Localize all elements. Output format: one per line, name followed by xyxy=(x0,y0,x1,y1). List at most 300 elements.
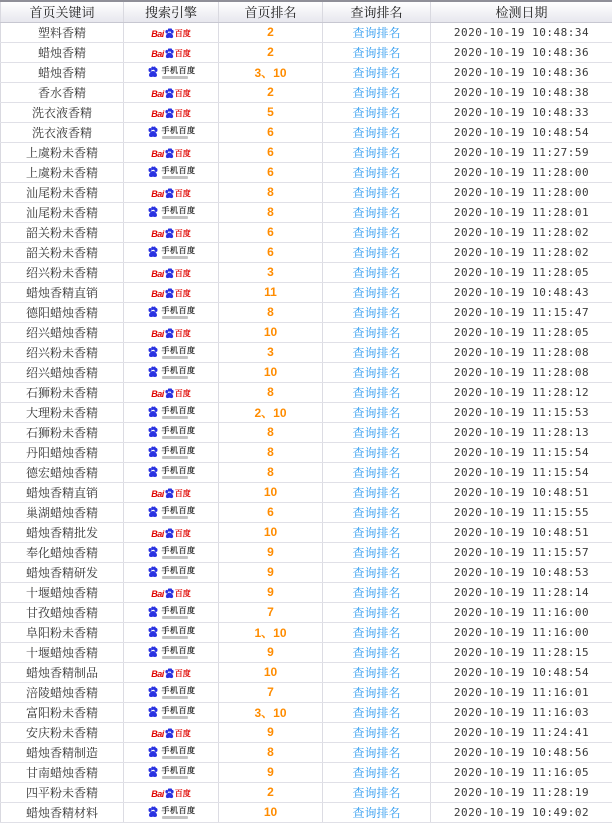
home-rank-cell: 10 xyxy=(219,362,323,382)
mobile-logo-label: 手机百度 xyxy=(162,407,196,415)
query-rank-link[interactable]: 查询排名 xyxy=(352,566,400,580)
mobile-logo-text-stack xyxy=(162,567,196,579)
keyword-cell: 阜阳粉未香精 xyxy=(1,622,124,642)
keyword-cell: 十堰蜡烛香精 xyxy=(1,642,124,662)
keyword-cell: 甘南蜡烛香精 xyxy=(1,762,124,782)
query-rank-cell xyxy=(323,422,431,442)
home-rank-cell: 6 xyxy=(219,502,323,522)
table-row xyxy=(1,62,612,82)
query-rank-cell xyxy=(323,542,431,562)
query-rank-link[interactable]: 查询排名 xyxy=(352,626,400,640)
baidu-logo-text: Bai xyxy=(151,150,164,159)
query-rank-link[interactable]: 查询排名 xyxy=(352,766,400,780)
query-rank-cell xyxy=(323,742,431,762)
query-rank-link[interactable]: 查询排名 xyxy=(352,326,400,340)
mobile-baidu-logo xyxy=(147,626,196,640)
home-rank-cell: 7 xyxy=(219,602,323,622)
engine-cell xyxy=(124,122,219,142)
keyword-cell: 蜡烛香精制造 xyxy=(1,742,124,762)
baidu-logo-cn: 百度 xyxy=(175,110,191,118)
engine-cell xyxy=(124,82,219,102)
query-rank-link[interactable]: 查询排名 xyxy=(352,646,400,660)
mobile-logo-subtext xyxy=(162,656,188,659)
engine-cell xyxy=(124,802,219,822)
keyword-cell: 香水香精 xyxy=(1,82,124,102)
mobile-logo-label: 手机百度 xyxy=(162,167,196,175)
mobile-logo-label: 手机百度 xyxy=(162,707,196,715)
mobile-logo-subtext xyxy=(162,76,188,79)
query-rank-cell xyxy=(323,622,431,642)
query-rank-link[interactable]: 查询排名 xyxy=(352,726,400,740)
check-date-cell: 2020-10-19 10:48:38 xyxy=(431,82,612,102)
baidu-logo-cn: 百度 xyxy=(175,790,191,798)
mobile-baidu-logo xyxy=(147,566,196,580)
keyword-cell: 富阳粉未香精 xyxy=(1,702,124,722)
table-row xyxy=(1,742,612,762)
keyword-cell: 绍兴蜡烛香精 xyxy=(1,322,124,342)
query-rank-link[interactable]: 查询排名 xyxy=(352,786,400,800)
query-rank-cell xyxy=(323,522,431,542)
query-rank-link[interactable]: 查询排名 xyxy=(352,266,400,280)
home-rank-cell: 3、10 xyxy=(219,702,323,722)
mobile-paw-icon xyxy=(147,406,159,420)
home-rank-cell: 5 xyxy=(219,102,323,122)
query-rank-cell xyxy=(323,62,431,82)
baidu-logo xyxy=(151,48,191,61)
mobile-logo-label: 手机百度 xyxy=(162,607,196,615)
mobile-baidu-logo xyxy=(147,686,196,700)
engine-cell xyxy=(124,242,219,262)
baidu-logo-text: Bai xyxy=(151,330,164,339)
mobile-baidu-logo xyxy=(147,406,196,420)
home-rank-cell: 8 xyxy=(219,202,323,222)
engine-cell xyxy=(124,62,219,82)
home-rank-cell: 6 xyxy=(219,122,323,142)
mobile-logo-text-stack xyxy=(162,687,196,699)
home-rank-cell: 2 xyxy=(219,22,323,42)
query-rank-link[interactable]: 查询排名 xyxy=(352,466,400,480)
table-row xyxy=(1,182,612,202)
table-row xyxy=(1,422,612,442)
mobile-baidu-logo xyxy=(147,466,196,480)
mobile-logo-subtext xyxy=(162,556,188,559)
query-rank-link[interactable]: 查询排名 xyxy=(352,346,400,360)
baidu-logo-cn: 百度 xyxy=(175,330,191,338)
header-check-date: 检测日期 xyxy=(431,1,612,22)
check-date-cell: 2020-10-19 10:48:43 xyxy=(431,282,612,302)
table-row xyxy=(1,502,612,522)
table-row xyxy=(1,142,612,162)
query-rank-link[interactable]: 查询排名 xyxy=(352,606,400,620)
query-rank-link[interactable]: 查询排名 xyxy=(352,386,400,400)
keyword-cell: 蜡烛香精 xyxy=(1,62,124,82)
table-row xyxy=(1,702,612,722)
engine-cell xyxy=(124,202,219,222)
baidu-logo-cn: 百度 xyxy=(175,50,191,58)
mobile-logo-subtext xyxy=(162,256,188,259)
baidu-logo xyxy=(151,668,191,681)
engine-cell xyxy=(124,702,219,722)
mobile-paw-icon xyxy=(147,126,159,140)
query-rank-cell xyxy=(323,122,431,142)
query-rank-link[interactable]: 查询排名 xyxy=(352,526,400,540)
mobile-logo-text-stack xyxy=(162,627,196,639)
baidu-logo xyxy=(151,228,191,241)
engine-cell xyxy=(124,322,219,342)
baidu-logo-cn: 百度 xyxy=(175,30,191,38)
table-row xyxy=(1,762,612,782)
query-rank-cell xyxy=(323,82,431,102)
mobile-logo-subtext xyxy=(162,376,188,379)
mobile-logo-text-stack xyxy=(162,207,196,219)
keyword-cell: 石狮粉未香精 xyxy=(1,382,124,402)
baidu-logo-cn: 百度 xyxy=(175,530,191,538)
check-date-cell: 2020-10-19 11:28:02 xyxy=(431,242,612,262)
mobile-logo-text-stack xyxy=(162,767,196,779)
baidu-logo-text: Bai xyxy=(151,490,164,499)
mobile-paw-icon xyxy=(147,806,159,820)
table-row xyxy=(1,302,612,322)
engine-cell xyxy=(124,542,219,562)
query-rank-link[interactable]: 查询排名 xyxy=(352,306,400,320)
home-rank-cell: 9 xyxy=(219,582,323,602)
home-rank-cell: 1、10 xyxy=(219,622,323,642)
keyword-cell: 蜡烛香精制品 xyxy=(1,662,124,682)
mobile-baidu-logo xyxy=(147,166,196,180)
query-rank-link[interactable]: 查询排名 xyxy=(352,186,400,200)
query-rank-link[interactable]: 查询排名 xyxy=(352,126,400,140)
query-rank-cell xyxy=(323,282,431,302)
query-rank-link[interactable]: 查询排名 xyxy=(352,66,400,80)
table-row xyxy=(1,522,612,542)
mobile-logo-subtext xyxy=(162,576,188,579)
baidu-logo-text: Bai xyxy=(151,290,164,299)
engine-cell xyxy=(124,762,219,782)
query-rank-cell xyxy=(323,162,431,182)
mobile-logo-label: 手机百度 xyxy=(162,567,196,575)
table-row xyxy=(1,222,612,242)
baidu-logo-cn: 百度 xyxy=(175,670,191,678)
baidu-logo xyxy=(151,488,191,501)
home-rank-cell: 2 xyxy=(219,42,323,62)
baidu-paw-icon xyxy=(164,388,175,401)
keyword-cell: 甘孜蜡烛香精 xyxy=(1,602,124,622)
home-rank-cell: 6 xyxy=(219,142,323,162)
home-rank-cell: 9 xyxy=(219,562,323,582)
mobile-logo-text-stack xyxy=(162,167,196,179)
mobile-paw-icon xyxy=(147,546,159,560)
baidu-logo-text: Bai xyxy=(151,590,164,599)
mobile-logo-label: 手机百度 xyxy=(162,367,196,375)
mobile-baidu-logo xyxy=(147,66,196,80)
mobile-logo-label: 手机百度 xyxy=(162,687,196,695)
query-rank-cell xyxy=(323,202,431,222)
baidu-logo-text: Bai xyxy=(151,530,164,539)
mobile-paw-icon xyxy=(147,66,159,80)
mobile-logo-label: 手机百度 xyxy=(162,67,196,75)
query-rank-cell xyxy=(323,342,431,362)
query-rank-cell xyxy=(323,722,431,742)
mobile-logo-label: 手机百度 xyxy=(162,807,196,815)
table-row xyxy=(1,542,612,562)
baidu-logo xyxy=(151,388,191,401)
mobile-paw-icon xyxy=(147,246,159,260)
header-engine: 搜索引擎 xyxy=(124,1,219,22)
keyword-cell: 蜡烛香精材料 xyxy=(1,802,124,822)
check-date-cell: 2020-10-19 11:28:02 xyxy=(431,222,612,242)
keyword-cell: 上虞粉未香精 xyxy=(1,162,124,182)
query-rank-cell xyxy=(323,782,431,802)
home-rank-cell: 8 xyxy=(219,382,323,402)
check-date-cell: 2020-10-19 11:15:53 xyxy=(431,402,612,422)
mobile-baidu-logo xyxy=(147,346,196,360)
keyword-cell: 洗衣液香精 xyxy=(1,122,124,142)
query-rank-link[interactable]: 查询排名 xyxy=(352,446,400,460)
mobile-logo-text-stack xyxy=(162,127,196,139)
mobile-paw-icon xyxy=(147,626,159,640)
keyword-cell: 韶关粉未香精 xyxy=(1,222,124,242)
keyword-cell: 石狮粉未香精 xyxy=(1,422,124,442)
engine-cell xyxy=(124,342,219,362)
mobile-logo-subtext xyxy=(162,456,188,459)
query-rank-cell xyxy=(323,142,431,162)
query-rank-link[interactable]: 查询排名 xyxy=(352,686,400,700)
check-date-cell: 2020-10-19 11:28:12 xyxy=(431,382,612,402)
baidu-logo xyxy=(151,268,191,281)
check-date-cell: 2020-10-19 11:28:00 xyxy=(431,182,612,202)
header-query-rank: 查询排名 xyxy=(323,1,431,22)
keyword-cell: 蜡烛香精直销 xyxy=(1,482,124,502)
mobile-logo-label: 手机百度 xyxy=(162,307,196,315)
mobile-logo-subtext xyxy=(162,416,188,419)
check-date-cell: 2020-10-19 10:48:51 xyxy=(431,522,612,542)
baidu-paw-icon xyxy=(164,28,175,41)
home-rank-cell: 8 xyxy=(219,422,323,442)
query-rank-link[interactable]: 查询排名 xyxy=(352,286,400,300)
baidu-logo-text: Bai xyxy=(151,230,164,239)
query-rank-link[interactable]: 查询排名 xyxy=(352,486,400,500)
query-rank-link[interactable]: 查询排名 xyxy=(352,26,400,40)
query-rank-cell xyxy=(323,302,431,322)
table-row xyxy=(1,82,612,102)
query-rank-link[interactable]: 查询排名 xyxy=(352,86,400,100)
engine-cell xyxy=(124,362,219,382)
mobile-logo-text-stack xyxy=(162,307,196,319)
engine-cell xyxy=(124,302,219,322)
mobile-logo-label: 手机百度 xyxy=(162,447,196,455)
table-row xyxy=(1,202,612,222)
query-rank-link[interactable]: 查询排名 xyxy=(352,226,400,240)
home-rank-cell: 2、10 xyxy=(219,402,323,422)
engine-cell xyxy=(124,282,219,302)
keyword-cell: 德宏蜡烛香精 xyxy=(1,462,124,482)
query-rank-cell xyxy=(323,262,431,282)
check-date-cell: 2020-10-19 10:48:54 xyxy=(431,122,612,142)
mobile-paw-icon xyxy=(147,686,159,700)
baidu-logo-cn: 百度 xyxy=(175,390,191,398)
check-date-cell: 2020-10-19 10:48:56 xyxy=(431,742,612,762)
table-row xyxy=(1,342,612,362)
engine-cell xyxy=(124,22,219,42)
home-rank-cell: 9 xyxy=(219,762,323,782)
query-rank-cell xyxy=(323,642,431,662)
home-rank-cell: 8 xyxy=(219,462,323,482)
home-rank-cell: 8 xyxy=(219,742,323,762)
query-rank-link[interactable]: 查询排名 xyxy=(352,166,400,180)
baidu-logo-cn: 百度 xyxy=(175,490,191,498)
check-date-cell: 2020-10-19 10:48:36 xyxy=(431,62,612,82)
table-row xyxy=(1,782,612,802)
query-rank-cell xyxy=(323,502,431,522)
engine-cell xyxy=(124,222,219,242)
baidu-logo xyxy=(151,288,191,301)
check-date-cell: 2020-10-19 11:16:05 xyxy=(431,762,612,782)
mobile-baidu-logo xyxy=(147,546,196,560)
engine-cell xyxy=(124,402,219,422)
keyword-cell: 蜡烛香精批发 xyxy=(1,522,124,542)
query-rank-link[interactable]: 查询排名 xyxy=(352,246,400,260)
query-rank-link[interactable]: 查询排名 xyxy=(352,106,400,120)
query-rank-link[interactable]: 查询排名 xyxy=(352,146,400,160)
mobile-logo-text-stack xyxy=(162,507,196,519)
baidu-logo-text: Bai xyxy=(151,270,164,279)
table-row xyxy=(1,682,612,702)
home-rank-cell: 3、10 xyxy=(219,62,323,82)
query-rank-link[interactable]: 查询排名 xyxy=(352,506,400,520)
query-rank-cell xyxy=(323,582,431,602)
mobile-logo-subtext xyxy=(162,776,188,779)
check-date-cell: 2020-10-19 11:15:54 xyxy=(431,442,612,462)
query-rank-link[interactable]: 查询排名 xyxy=(352,746,400,760)
home-rank-cell: 6 xyxy=(219,222,323,242)
mobile-logo-subtext xyxy=(162,136,188,139)
engine-cell xyxy=(124,562,219,582)
home-rank-cell: 9 xyxy=(219,722,323,742)
header-home-rank: 首页排名 xyxy=(219,1,323,22)
mobile-paw-icon xyxy=(147,766,159,780)
query-rank-link[interactable]: 查询排名 xyxy=(352,46,400,60)
header-keyword: 首页关键词 xyxy=(1,1,124,22)
table-row xyxy=(1,402,612,422)
query-rank-link[interactable]: 查询排名 xyxy=(352,806,400,820)
baidu-paw-icon xyxy=(164,328,175,341)
query-rank-link[interactable]: 查询排名 xyxy=(352,666,400,680)
table-row xyxy=(1,642,612,662)
query-rank-link[interactable]: 查询排名 xyxy=(352,546,400,560)
mobile-paw-icon xyxy=(147,706,159,720)
baidu-paw-icon xyxy=(164,588,175,601)
mobile-logo-label: 手机百度 xyxy=(162,467,196,475)
query-rank-link[interactable]: 查询排名 xyxy=(352,206,400,220)
home-rank-cell: 9 xyxy=(219,542,323,562)
table-row xyxy=(1,802,612,822)
baidu-logo-text: Bai xyxy=(151,90,164,99)
mobile-logo-subtext xyxy=(162,436,188,439)
keyword-cell: 奉化蜡烛香精 xyxy=(1,542,124,562)
mobile-baidu-logo xyxy=(147,506,196,520)
baidu-logo xyxy=(151,188,191,201)
baidu-paw-icon xyxy=(164,528,175,541)
query-rank-link[interactable]: 查询排名 xyxy=(352,586,400,600)
keyword-cell: 洗衣液香精 xyxy=(1,102,124,122)
baidu-paw-icon xyxy=(164,48,175,61)
home-rank-cell: 3 xyxy=(219,342,323,362)
baidu-paw-icon xyxy=(164,288,175,301)
check-date-cell: 2020-10-19 10:48:51 xyxy=(431,482,612,502)
check-date-cell: 2020-10-19 10:48:36 xyxy=(431,42,612,62)
table-row xyxy=(1,622,612,642)
query-rank-link[interactable]: 查询排名 xyxy=(352,706,400,720)
mobile-logo-subtext xyxy=(162,696,188,699)
baidu-logo-cn: 百度 xyxy=(175,290,191,298)
engine-cell xyxy=(124,622,219,642)
home-rank-cell: 7 xyxy=(219,682,323,702)
baidu-paw-icon xyxy=(164,88,175,101)
check-date-cell: 2020-10-19 10:48:34 xyxy=(431,22,612,42)
baidu-logo-text: Bai xyxy=(151,30,164,39)
check-date-cell: 2020-10-19 11:15:55 xyxy=(431,502,612,522)
home-rank-cell: 10 xyxy=(219,522,323,542)
baidu-logo-cn: 百度 xyxy=(175,270,191,278)
home-rank-cell: 10 xyxy=(219,482,323,502)
query-rank-link[interactable]: 查询排名 xyxy=(352,366,400,380)
baidu-paw-icon xyxy=(164,728,175,741)
table-row xyxy=(1,262,612,282)
mobile-paw-icon xyxy=(147,306,159,320)
keyword-cell: 上虞粉未香精 xyxy=(1,142,124,162)
engine-cell xyxy=(124,102,219,122)
check-date-cell: 2020-10-19 11:28:05 xyxy=(431,322,612,342)
mobile-logo-subtext xyxy=(162,516,188,519)
query-rank-cell xyxy=(323,602,431,622)
keyword-cell: 大理粉未香精 xyxy=(1,402,124,422)
table-row xyxy=(1,362,612,382)
query-rank-link[interactable]: 查询排名 xyxy=(352,426,400,440)
mobile-paw-icon xyxy=(147,566,159,580)
baidu-paw-icon xyxy=(164,148,175,161)
mobile-logo-text-stack xyxy=(162,547,196,559)
query-rank-cell xyxy=(323,22,431,42)
mobile-baidu-logo xyxy=(147,306,196,320)
home-rank-cell: 2 xyxy=(219,782,323,802)
home-rank-cell: 8 xyxy=(219,182,323,202)
query-rank-link[interactable]: 查询排名 xyxy=(352,406,400,420)
engine-cell xyxy=(124,662,219,682)
mobile-logo-subtext xyxy=(162,356,188,359)
table-row xyxy=(1,462,612,482)
keyword-cell: 巢湖蜡烛香精 xyxy=(1,502,124,522)
query-rank-cell xyxy=(323,402,431,422)
mobile-baidu-logo xyxy=(147,366,196,380)
check-date-cell: 2020-10-19 11:15:54 xyxy=(431,462,612,482)
mobile-logo-text-stack xyxy=(162,707,196,719)
engine-cell xyxy=(124,182,219,202)
mobile-paw-icon xyxy=(147,206,159,220)
engine-cell xyxy=(124,382,219,402)
keyword-cell: 十堰蜡烛香精 xyxy=(1,582,124,602)
home-rank-cell: 11 xyxy=(219,282,323,302)
baidu-logo-text: Bai xyxy=(151,390,164,399)
check-date-cell: 2020-10-19 11:16:00 xyxy=(431,602,612,622)
baidu-logo-text: Bai xyxy=(151,190,164,199)
table-row xyxy=(1,242,612,262)
baidu-logo xyxy=(151,528,191,541)
home-rank-cell: 10 xyxy=(219,322,323,342)
baidu-paw-icon xyxy=(164,268,175,281)
keyword-cell: 汕尾粉未香精 xyxy=(1,202,124,222)
home-rank-cell: 8 xyxy=(219,442,323,462)
baidu-logo-text: Bai xyxy=(151,730,164,739)
